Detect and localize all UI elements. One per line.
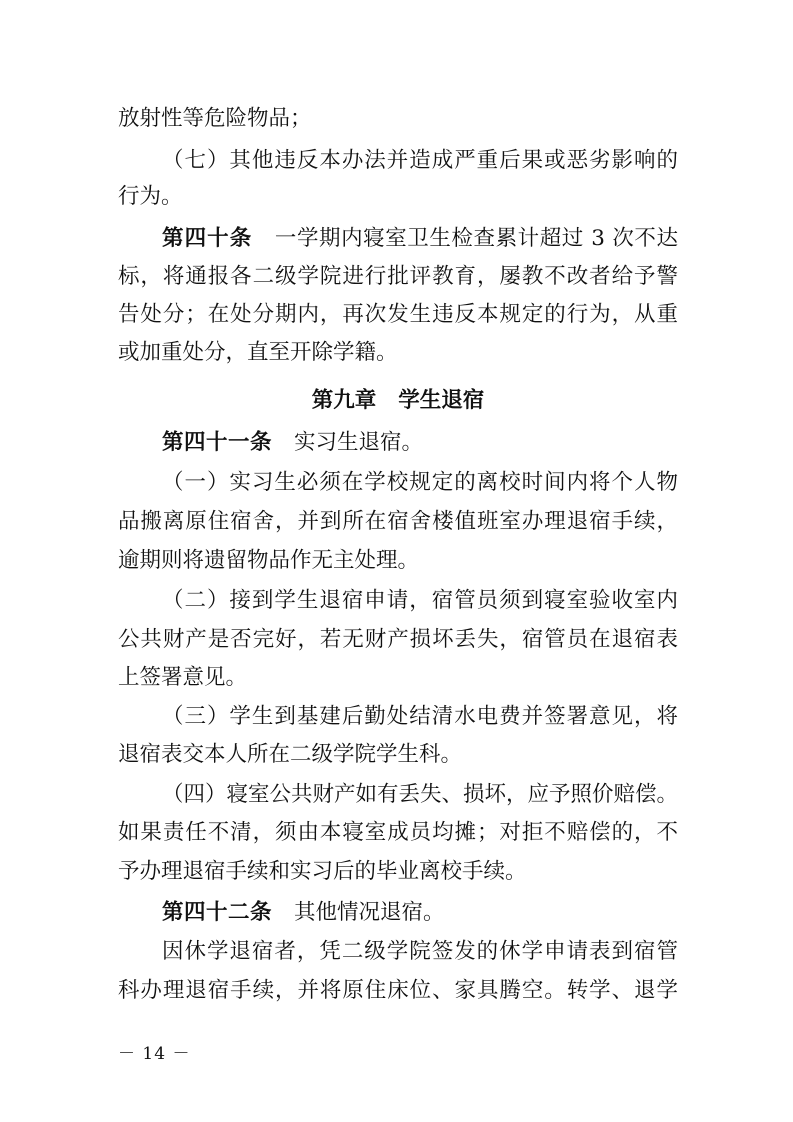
- chapter-heading: [118, 385, 678, 417]
- paragraph-line: 标，将通报各二级学院进行批评教育，屡教不改者给予警: [118, 264, 678, 289]
- paragraph-line: 公共财产是否完好，若无财产损坏丢失，宿管员在退宿表: [118, 627, 678, 652]
- article-41-text: 实习生退宿。: [294, 430, 424, 455]
- paragraph-line: 因休学退宿者，凭二级学院签发的休学申请表到宿管: [162, 939, 678, 964]
- paragraph-line: （七）其他违反本办法并造成严重后果或恶劣影响的: [162, 148, 678, 173]
- article-40-text: 一学期内寝室卫生检查累计超过 3 次不达: [274, 226, 678, 251]
- article-41-heading: 第四十一条: [162, 430, 273, 455]
- paragraph-line: 逾期则将遗留物品作无主处理。: [118, 548, 420, 573]
- chapter-number: 第九章: [311, 388, 377, 413]
- paragraph-line: （四）寝室公共财产如有丢失、损坏，应予照价赔偿。: [162, 782, 678, 807]
- paragraph-line: 予办理退宿手续和实习后的毕业离校手续。: [118, 859, 527, 884]
- paragraph-line: 上签署意见。: [118, 665, 248, 690]
- paragraph-line: （一）实习生必须在学校规定的离校时间内将个人物: [162, 470, 678, 495]
- paragraph-line: 放射性等危险物品；: [118, 106, 312, 131]
- page-number: － 14 －: [118, 1044, 191, 1064]
- paragraph-line: 品搬离原住宿舍，并到所在宿舍楼值班室办理退宿手续，: [118, 509, 678, 534]
- paragraph-line: 告处分；在处分期内，再次发生违反本规定的行为，从重: [118, 302, 678, 327]
- article-42-text: 其他情况退宿。: [294, 900, 445, 925]
- paragraph-line: （二）接到学生退宿申请，宿管员须到寝室验收室内: [162, 588, 678, 613]
- paragraph-line: 退宿表交本人所在二级学院学生科。: [118, 742, 463, 767]
- paragraph-line: 行为。: [118, 184, 183, 209]
- article-42-first-line: [162, 898, 678, 928]
- article-41-first-line: [162, 428, 678, 458]
- paragraph-line: 科办理退宿手续，并将原住床位、家具腾空。转学、退学: [118, 978, 678, 1003]
- article-40-heading: 第四十条: [162, 226, 253, 251]
- paragraph-line: （三）学生到基建后勤处结清水电费并签署意见，将: [162, 704, 678, 729]
- chapter-title: 学生退宿: [398, 388, 485, 413]
- article-42-heading: 第四十二条: [162, 900, 273, 925]
- paragraph-line: 或加重处分，直至开除学籍。: [118, 340, 398, 365]
- paragraph-line: 如果责任不清，须由本寝室成员均摊；对拒不赔偿的，不: [118, 820, 678, 845]
- article-40-first-line: [162, 224, 678, 254]
